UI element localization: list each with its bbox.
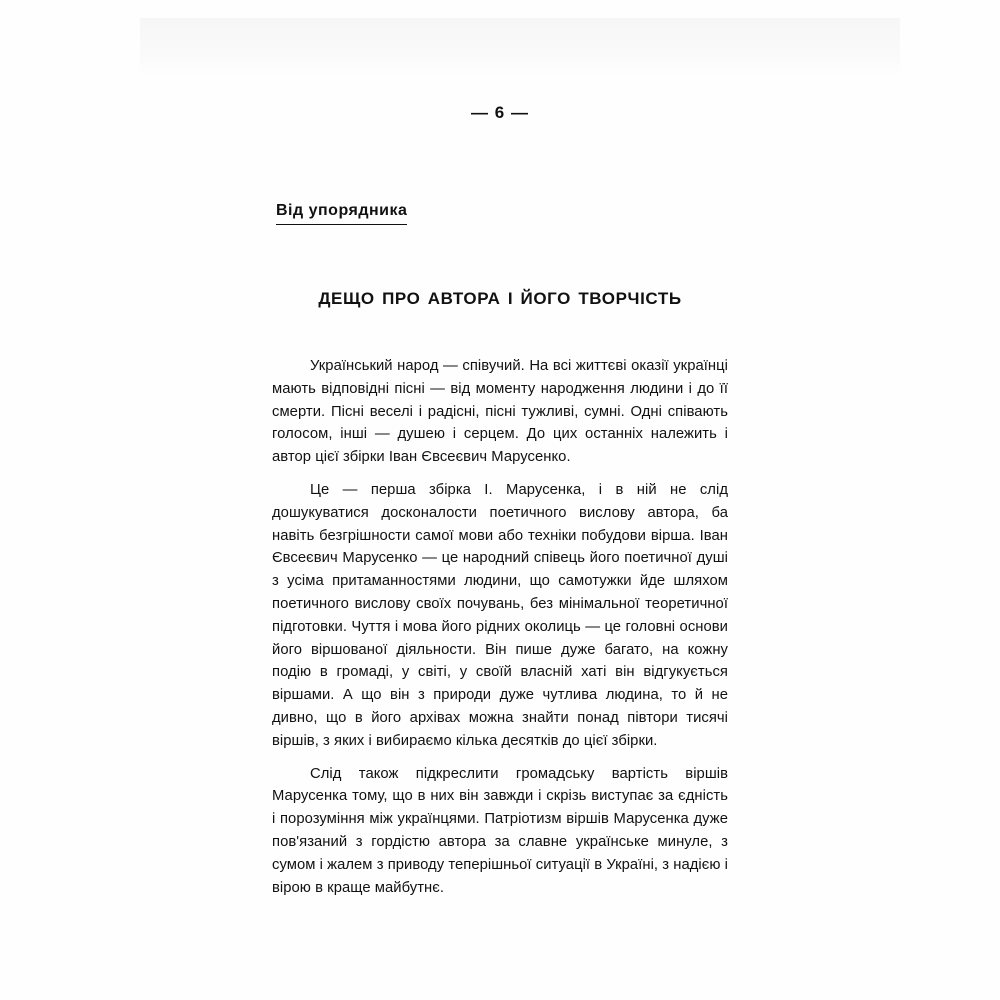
section-label: Від упорядника <box>276 202 408 219</box>
article-body <box>272 355 728 909</box>
section-label-underline <box>276 224 407 225</box>
paragraph-2: Це — перша збірка І. Марусенка, і в ній не слід дошукуватися досконалости поетичного вислову автора, ба навіть безгрішности самої мови або техніки побудови вірша. Іван Євсеєвич Марусенко — це народний співець його поетичної душі з усіма притаманностями людини, що самотужки йде шляхом поетичного вислову своїх почувань, без мінімальної теоретичної підготовки. Чуття і мова його рідних околиць — це головні основи його віршованої діяльности. Він пише дуже багато, на кожну подію в громаді, у світі, у своїй власній хаті він відгукується віршами. А що він з природи дуже чутлива людина, то й не дивно, що в його архівах можна знайти понад півтори тисячі віршів, з яких і вибираємо кілька десятків до цієї збірки. <box>272 481 728 749</box>
article-title: ДЕЩО ПРО АВТОРА І ЙОГО ТВОРЧІСТЬ <box>318 289 682 308</box>
paragraph-3: Слід також підкреслити громадську вартість віршів Марусенка тому, що в них він завжди і скрізь виступає за єдність і порозуміння між українцями. Патріотизм віршів Марусенка дуже пов'язаний з гордістю автора за славне українське минуле, з сумом і жалем з приводу теперішньої ситуації в Україні, з надією і вірою в краще майбутнє. <box>272 765 728 896</box>
paragraph-1: Український народ — співучий. На всі життєві оказії українці мають відповідні пісні — від моменту народження людини і до її смерти. Пісні веселі і радісні, пісні тужливі, сумні. Одні співають голосом, інші — душею і серцем. До цих останніх належить і автор цієї збірки Іван Євсеєвич Марусенко. <box>272 358 728 466</box>
page-number: — 6 — <box>471 103 529 122</box>
bleed-through-shadow <box>140 18 900 78</box>
